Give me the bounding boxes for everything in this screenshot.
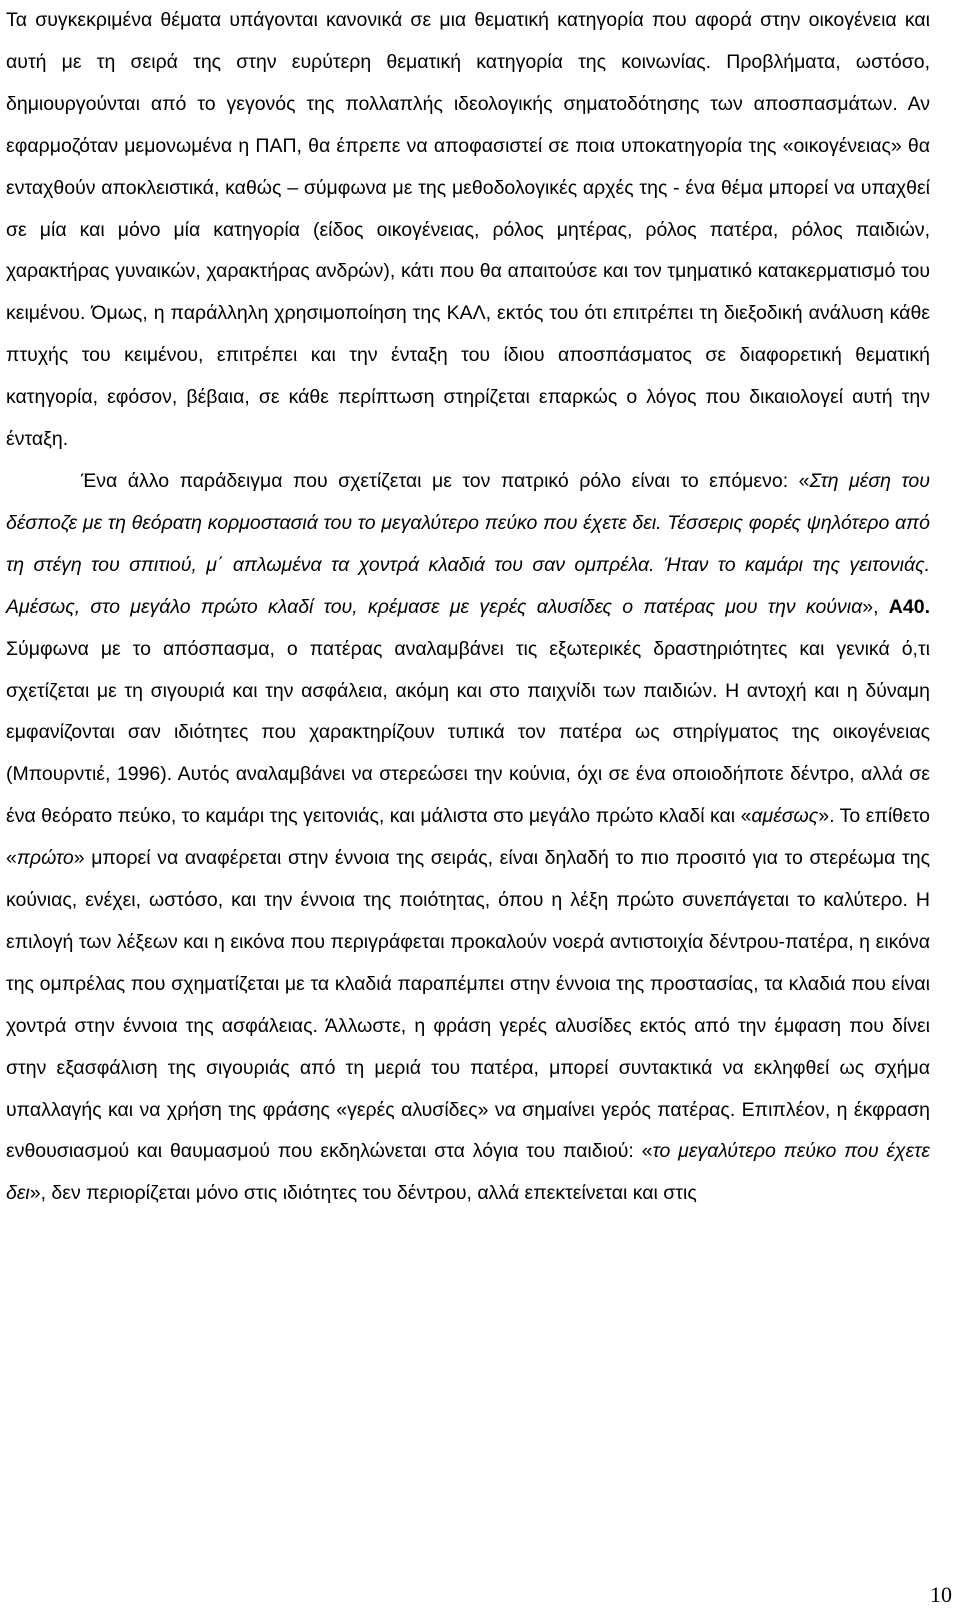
paragraph-2 [6,461,930,1215]
paragraph-2-text-3: » μπορεί να αναφέρεται στην έννοια της σειράς, είναι δηλαδή το πιο προσιτό για το στερέωμα της κούνιας, ενέχει, ωστόσο, και την έννοια της ποιότητας, όπου η λέξη πρώτο συνεπάγεται το καλύτερο. Η επιλογή των λέξεων και η εικόνα που περιγράφεται προκαλούν νοερά αντιστοιχία δέντρου-πατέρα, η εικόνα της ομπρέλας που σχηματίζεται με τα κλαδιά παραπέμπει στην έννοια της προστασίας, τα κλαδιά που είναι χοντρά στην έννοια της ασφάλειας. Άλλωστε, η φράση γερές αλυσίδες εκτός από την έμφαση που δίνει στην εξασφάλιση της σιγουριάς από τη μεριά του πατέρα, μπορεί συντακτικά να εκληφθεί ως σχήμα υπαλλαγής και να χρήση της φράσης «γερές αλυσίδες» να σημαίνει γερός πατέρας. Επιπλέον, η έκφραση ενθουσιασμού και θαυμασμού που εκδηλώνεται στα λόγια του παιδιού: « [6,847,930,1163]
page-number: 10 [930,1582,952,1607]
paragraph-1-text: Τα συγκεκριμένα θέματα υπάγονται κανονικά σε μια θεματική κατηγορία που αφορά στην οικογένεια και αυτή με τη σειρά της στην ευρύτερη θεματική κατηγορία της κοινωνίας. Προβλήματα, ωστόσο, δημιουργούνται από το γεγονός της πολλαπλής ιδεολογικής σηματοδότησης των αποσπασμάτων. Αν εφαρμοζόταν μεμονωμένα η ΠΑΠ, θα έπρεπε να αποφασιστεί σε ποια υποκατηγορία της «οικογένειας» θα ενταχθούν αποκλειστικά, καθώς – σύμφωνα με της μεθοδολογικές αρχές της - ένα θέμα μπορεί να υπαχθεί σε μία και μόνο μία κατηγορία (είδος οικογένειας, ρόλος μητέρας, ρόλος πατέρα, ρόλος παιδιών, χαρακτήρας γυναικών, χαρακτήρας ανδρών), κάτι που θα απαιτούσε και τον τμηματικό κατακερματισμό του κειμένου. Όμως, η παράλληλη χρησιμοποίηση της ΚΑΛ, εκτός του ότι επιτρέπει τη διεξοδική ανάλυση κάθε πτυχής του κειμένου, επιτρέπει και την ένταξη του ίδιου αποσπάσματος σε διαφορετική θεματική κατηγορία, εφόσον, βέβαια, σε κάθε περίπτωση στηρίζεται επαρκώς ο λόγος που δικαιολογεί αυτή την ένταξη. [6,9,930,451]
quoted-excerpt: Στη μέση του δέσποζε με τη θεόρατη κορμοστασιά του το μεγαλύτερο πεύκο που έχετε δει. Τέσσερις φορές ψηλότερο από τη στέγη του σπιτιού, μ΄ απλωμένα τα χοντρά κλαδιά του σαν ομπρέλα. Ήταν το καμάρι της γειτονιάς. Αμέσως, στο μεγάλο πρώτο κλαδί του, κρέμασε με γερές αλυσίδες ο πατέρας μου την κούνια [6,469,930,618]
quoted-child-words: το μεγαλύτερο πεύκο που έχετε δει [6,1140,930,1205]
excerpt-reference: Α40. [888,595,930,618]
paragraph-2-text-1: Σύμφωνα με το απόσπασμα, ο πατέρας αναλαμβάνει τις εξωτερικές δραστηριότητες και γενικά ό,τι σχετίζεται με τη σιγουριά και την ασφάλεια, ακόμη και στο παιχνίδι των παιδιών. Η αντοχή και η δύναμη εμφανίζονται σαν ιδιότητες που χαρακτηρίζουν τυπικά τον πατέρα ως στηρίγματος της οικογένειας (Μπουρντιέ, 1996). Αυτός αναλαμβάνει να στερεώσει την κούνια, όχι σε ένα οποιοδήποτε δέντρο, αλλά σε ένα θεόρατο πεύκο, το καμάρι της γειτονιάς, και μάλιστα στο μεγάλο πρώτο κλαδί και « [6,637,930,828]
paragraph-2-text-4: », δεν περιορίζεται μόνο στις ιδιότητες του δέντρου, αλλά επεκτείνεται και στις [29,1182,697,1205]
italic-word-amesos: αμέσως [751,805,819,828]
italic-word-proto: πρώτο [16,847,74,870]
paragraph-2-intro: Ένα άλλο παράδειγμα που σχετίζεται με τον πατρικό ρόλο είναι το επόμενο: « [81,469,810,492]
body-text [6,0,930,1215]
paragraph-1 [6,0,930,461]
quote-close: », [862,595,889,618]
paragraph-2-text-2: ». Το επίθετο « [6,805,930,870]
